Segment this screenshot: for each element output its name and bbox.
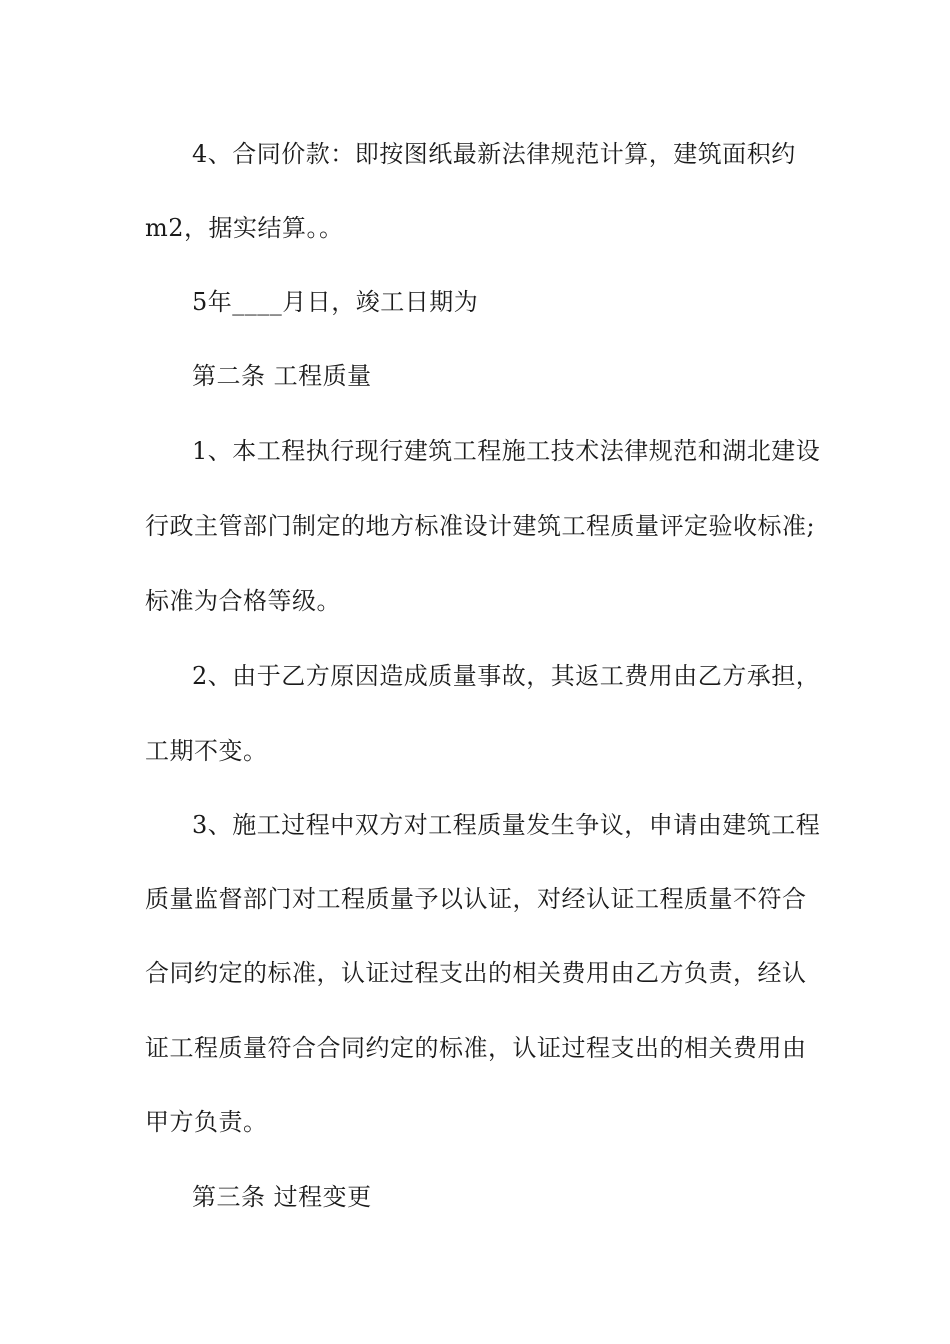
clause-1-4-line-2: m2，据实结算。。 — [145, 214, 344, 242]
clause-2-3-line-2: 质量监督部门对工程质量予以认证，对经认证工程质量不符合 — [145, 885, 807, 913]
schedule-line: 5年____月日，竣工日期为 — [192, 288, 479, 316]
clause-2-2-line-2: 工期不变。 — [145, 737, 268, 765]
clause-2-3-line-4: 证工程质量符合合同约定的标准，认证过程支出的相关费用由 — [145, 1034, 807, 1062]
clause-2-1-line-3: 标准为合格等级。 — [145, 587, 341, 615]
clause-2-3-line-5: 甲方负责。 — [145, 1108, 268, 1136]
clause-2-1-line-1: 1、本工程执行现行建筑工程施工技术法律规范和湖北建设 — [192, 437, 821, 465]
article-3-heading: 第三条 过程变更 — [192, 1183, 372, 1211]
clause-1-4-line-1: 4、合同价款：即按图纸最新法律规范计算，建筑面积约 — [192, 140, 796, 168]
clause-2-1-line-2: 行政主管部门制定的地方标准设计建筑工程质量评定验收标准; — [145, 512, 816, 540]
clause-2-3-line-1: 3、施工过程中双方对工程质量发生争议，申请由建筑工程 — [192, 811, 821, 839]
clause-2-2-line-1: 2、由于乙方原因造成质量事故，其返工费用由乙方承担， — [192, 662, 821, 690]
clause-2-3-line-3: 合同约定的标准，认证过程支出的相关费用由乙方负责，经认 — [145, 959, 807, 987]
article-2-heading: 第二条 工程质量 — [192, 362, 372, 390]
